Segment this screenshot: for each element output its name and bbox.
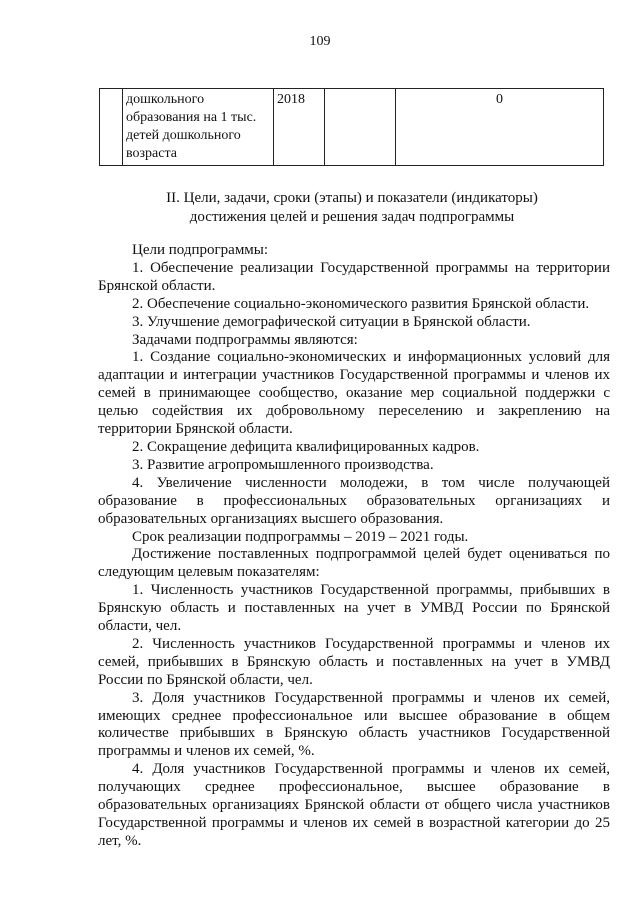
paragraph: 1. Численность участников Государственной программы, прибывших в Брянскую область и поставленных на учет в УМВД России по Брянской области, чел. bbox=[98, 582, 610, 635]
table-cell-number bbox=[100, 89, 123, 166]
paragraph: 2. Обеспечение социально-экономического развития Брянской области. bbox=[132, 295, 590, 312]
paragraph: Цели подпрограммы: bbox=[132, 242, 269, 258]
section-heading-line: достижения целей и решения задач подпрограммы bbox=[189, 209, 515, 225]
table-cell-indicator bbox=[123, 89, 274, 166]
table-row bbox=[100, 89, 604, 166]
table-cell-empty bbox=[325, 89, 396, 166]
paragraph: 4. Увеличение численности молодежи, в том числе получающей образование в профессиональных образовательных организациях и образовательных организациях высшего образования. bbox=[98, 474, 610, 527]
page-number: 109 bbox=[309, 34, 331, 49]
body-text bbox=[98, 242, 610, 851]
paragraph: 3. Развитие агропромышленного производства. bbox=[132, 456, 434, 473]
table-cell-value: 0 bbox=[396, 89, 604, 166]
paragraph: Достижение поставленных подпрограммой целей будет оцениваться по следующим целевым показателям: bbox=[98, 546, 610, 581]
indicator-line: образования на 1 тыс. bbox=[126, 110, 257, 125]
paragraph: Срок реализации подпрограммы – 2019 – 2021 годы. bbox=[132, 528, 469, 545]
indicator-line: дошкольного bbox=[126, 92, 205, 107]
section-heading bbox=[92, 189, 612, 227]
indicator-line: возраста bbox=[126, 146, 177, 161]
paragraph: 2. Численность участников Государственной программы и членов их семей, прибывших в Брянскую область и поставленных на учет в УМВД России по Брянской области, чел. bbox=[98, 635, 610, 688]
paragraph: 4. Доля участников Государственной программы и членов их семей, получающих среднее профессиональное, высшее образование в образовательных организациях Брянской области от общего числа участников Государственной программы и членов их семей в возрастной категории до 25 лет, %. bbox=[98, 761, 610, 849]
table-cell-year: 2018 bbox=[274, 89, 325, 166]
paragraph: 1. Обеспечение реализации Государственной программы на территории Брянской области. bbox=[98, 259, 610, 294]
section-heading-line: II. Цели, задачи, сроки (этапы) и показатели (индикаторы) bbox=[166, 190, 538, 206]
paragraph: Задачами подпрограммы являются: bbox=[132, 331, 358, 348]
indicator-table-continuation bbox=[99, 88, 604, 166]
indicator-line: детей дошкольного bbox=[126, 128, 241, 143]
paragraph: 3. Улучшение демографической ситуации в Брянской области. bbox=[132, 313, 531, 330]
paragraph: 3. Доля участников Государственной программы и членов их семей, имеющих среднее профессиональное или высшее образование в общем количестве прибывших в Брянскую область участников Государственной программы и членов их семей, %. bbox=[98, 689, 610, 760]
paragraph: 1. Создание социально-экономических и информационных условий для адаптации и интеграции участников Государственной программы и членов их семей в принимающее сообщество, оказание мер социальной поддержки с целью содействия их добровольному переселению и закреплению на территории Брянской области. bbox=[98, 349, 610, 438]
paragraph: 2. Сокращение дефицита квалифицированных кадров. bbox=[132, 438, 480, 455]
